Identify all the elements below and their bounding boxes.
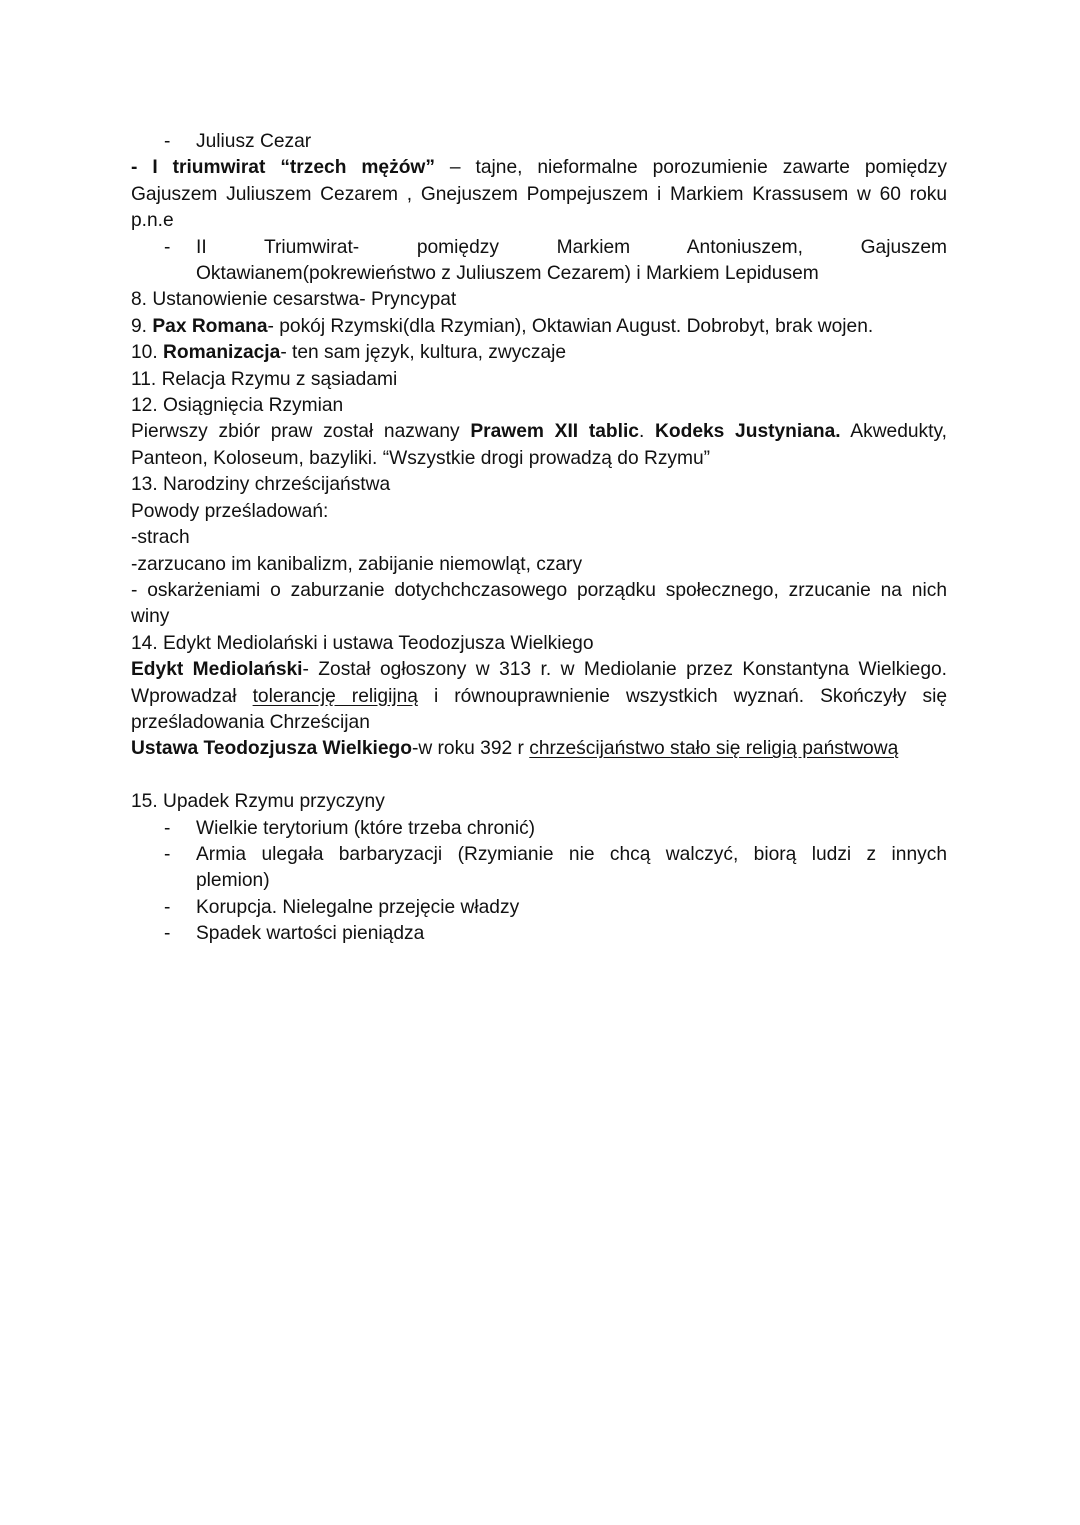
paragraph-line <box>131 684 947 710</box>
heading-line: 12. Osiągnięcia Rzymian <box>131 395 344 417</box>
text-span: - ten sam język, kultura, zwyczaje <box>280 342 567 364</box>
heading-line <box>131 314 947 340</box>
paragraph-line: Powody prześladowań: <box>131 500 329 522</box>
list-item <box>131 129 947 155</box>
paragraph-line: -zarzucano im kanibalizm, zabijanie niemowląt, czary <box>131 553 583 575</box>
bold-term: - I triumwirat “trzech mężów” <box>131 157 435 179</box>
text-span: Wprowadzał <box>131 685 253 707</box>
paragraph-line <box>131 419 947 445</box>
list-item-continuation <box>131 868 947 894</box>
list-item <box>131 921 947 947</box>
paragraph-line: Panteon, Koloseum, bazyliki. “Wszystkie drogi prowadzą do Rzymu” <box>131 447 711 469</box>
heading-line: 15. Upadek Rzymu przyczyny <box>131 791 385 813</box>
text-line: Korupcja. Nielegalne przejęcie władzy <box>196 896 520 918</box>
dash-marker: - <box>164 236 171 258</box>
bold-term: Pax Romana <box>152 315 268 337</box>
paragraph-line: Gajuszem Juliuszem Cezarem , Gnejuszem Pompejuszem i Markiem Krassusem w 60 roku <box>131 183 947 205</box>
list-item-continuation <box>131 261 947 287</box>
document-page <box>131 129 947 948</box>
bold-term: Edykt Mediolański <box>131 659 303 681</box>
text-span: - Został ogłoszony w 313 r. w Mediolanie przez Konstantyna Wielkiego. <box>302 659 948 681</box>
bold-term: Prawem XII tablic <box>470 421 639 443</box>
text-line: Juliusz Cezar <box>196 131 312 152</box>
text-span: Pierwszy zbiór praw został nazwany <box>131 421 471 443</box>
text-span: . <box>638 421 656 443</box>
paragraph-line: - oskarżeniami o zaburzanie dotychchczasowego porządku społecznego, zrzucanie na nich <box>131 579 947 601</box>
text-span: – tajne, nieformalne porozumienie zawarte pomiędzy <box>434 157 947 179</box>
dash-marker: - <box>164 896 171 918</box>
underlined-term: tolerancję religijną <box>252 685 418 707</box>
text-span: 10. <box>131 342 164 364</box>
list-item <box>131 842 947 868</box>
text-line: Wielkie terytorium (które trzeba chronić) <box>196 817 536 839</box>
list-item <box>131 816 947 842</box>
paragraph-line <box>131 155 947 181</box>
underlined-term: chrześcijaństwo stało się religią państwową <box>529 738 899 760</box>
bold-term: Kodeks Justyniana. <box>655 421 841 443</box>
text-line: Armia ulegała barbaryzacji (Rzymianie nie chcą walczyć, biorą ludzi z innych <box>196 843 947 865</box>
dash-marker: - <box>164 923 171 945</box>
text-span: -w roku 392 r <box>411 738 530 760</box>
list-item <box>131 895 947 921</box>
heading-line: 13. Narodziny chrześcijaństwa <box>131 474 391 496</box>
dash-marker: - <box>164 131 171 152</box>
list-item <box>131 235 947 261</box>
dash-marker: - <box>164 817 171 839</box>
text-span: Akwedukty, <box>840 421 947 443</box>
heading-line: 8. Ustanowienie cesarstwa- Pryncypat <box>131 289 457 311</box>
text-line: plemion) <box>196 870 270 892</box>
paragraph-line: p.n.e <box>131 210 174 232</box>
text-span: i równouprawnienie wszystkich wyznań. Skończyły się <box>417 685 948 707</box>
heading-line: 11. Relacja Rzymu z sąsiadami <box>131 368 398 390</box>
text-span: - pokój Rzymski(dla Rzymian), Oktawian August. Dobrobyt, brak wojen. <box>267 315 874 337</box>
paragraph-line: winy <box>131 606 170 628</box>
bold-term: Romanizacja <box>163 342 281 364</box>
heading-line <box>131 340 947 366</box>
paragraph-line <box>131 657 947 683</box>
paragraph-line: -strach <box>131 527 190 549</box>
text-line: Spadek wartości pieniądza <box>196 923 425 945</box>
paragraph-line <box>131 736 947 762</box>
text-span: 9. <box>131 315 153 337</box>
bold-term: Ustawa Teodozjusza Wielkiego <box>131 738 412 760</box>
dash-marker: - <box>164 843 171 865</box>
text-line: II Triumwirat- pomiędzy Markiem Antoniuszem, Gajuszem <box>196 236 947 258</box>
blank-line <box>131 763 947 789</box>
heading-line: 14. Edykt Mediolański i ustawa Teodozjusza Wielkiego <box>131 632 594 654</box>
paragraph-line: prześladowania Chrześcijan <box>131 711 370 733</box>
text-line: Oktawianem(pokrewieństwo z Juliuszem Cezarem) i Markiem Lepidusem <box>196 263 819 285</box>
